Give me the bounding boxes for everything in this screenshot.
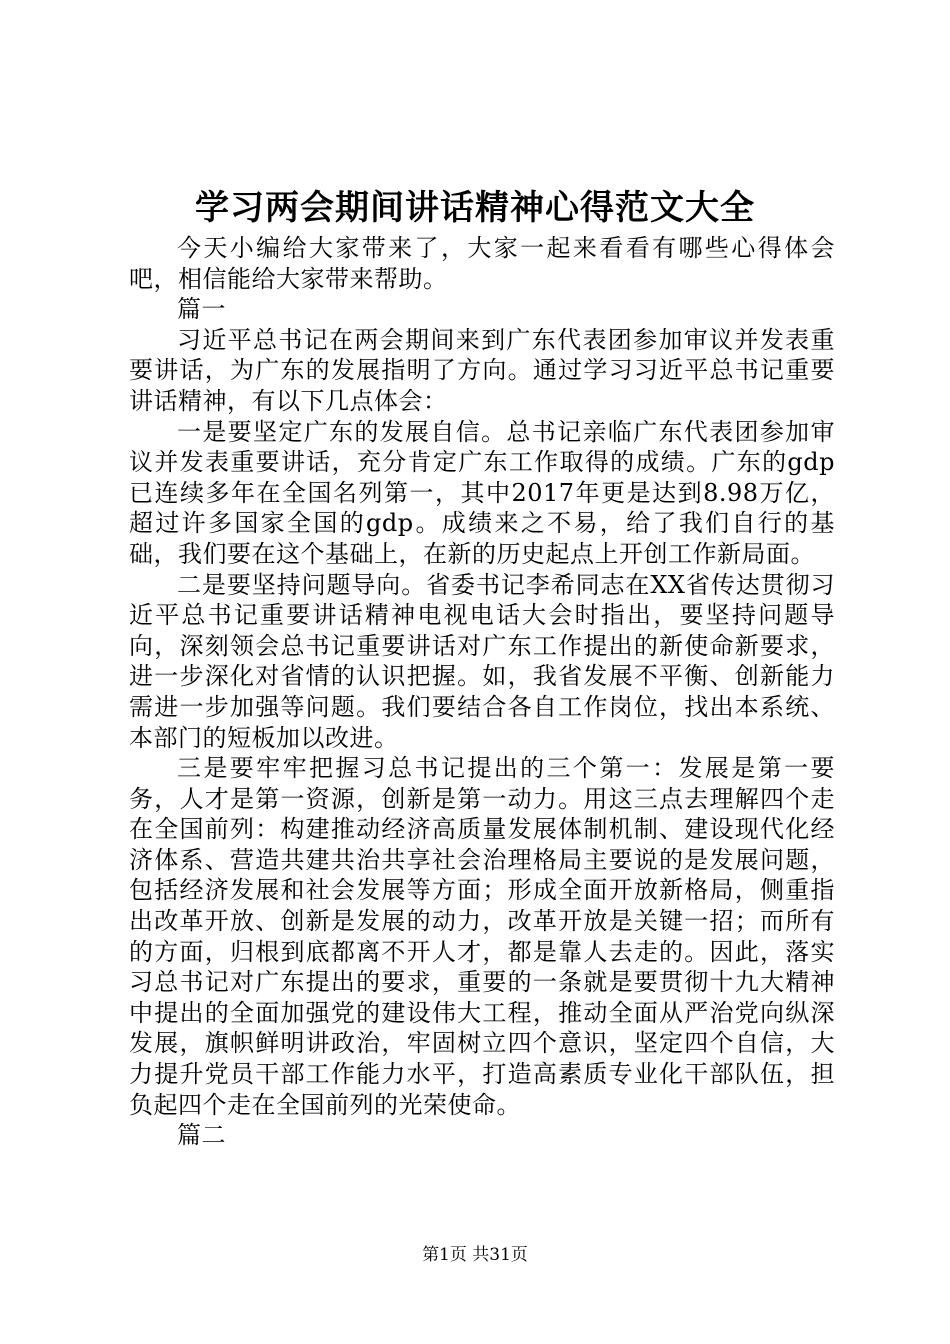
paragraph: 一是要坚定广东的发展自信。总书记亲临广东代表团参加审议并发表重要讲话，充分肯定广东工作取得的成绩。广东的gdp已连续多年在全国名列第一，其中2017年更是达到8.98万亿，超过许多国家全国的gdp。成绩来之不易，给了我们自行的基础，我们要在这个基础上，在新的历史起点上开创工作新局面。 <box>129 417 835 568</box>
document-title: 学习两会期间讲话精神心得范文大全 <box>195 188 755 228</box>
paragraph-intro: 今天小编给大家带来了，大家一起来看看有哪些心得体会吧，相信能给大家带来帮助。 <box>129 234 835 293</box>
paragraph: 三是要牢牢把握习总书记提出的三个第一：发展是第一要务，人才是第一资源，创新是第一动力。用这三点去理解四个走在全国前列：构建推动经济高质量发展体制机制、建设现代化经济体系、营造共建共治共享社会治理格局主要说的是发展问题，包括经济发展和社会发展等方面；形成全面开放新格局，侧重指出改革开放、创新是发展的动力，改革开放是关键一招；而所有的方面，归根到底都离不开人才，都是靠人去走的。因此，落实习总书记对广东提出的要求，重要的一条就是要贯彻十九大精神中提出的全面加强党的建设伟大工程，推动全面从严治党向纵深发展，旗帜鲜明讲政治，牢固树立四个意识，坚定四个自信，大力提升党员干部工作能力水平，打造高素质专业化干部队伍，担负起四个走在全国前列的光荣使命。 <box>129 754 835 1119</box>
document-body <box>129 233 835 1151</box>
page-footer: 第1页 共31页 <box>422 1245 528 1265</box>
paragraph: 二是要坚持问题导向。省委书记李希同志在XX省传达贯彻习近平总书记重要讲话精神电视电话大会时指出，要坚持问题导向，深刻领会总书记重要讲话对广东工作提出的新使命新要求，进一步深化对省情的认识把握。如，我省发展不平衡、创新能力需进一步加强等问题。我们要结合各自工作岗位，找出本系统、本部门的短板加以改进。 <box>129 570 835 752</box>
section-heading-2: 篇二 <box>177 1121 226 1150</box>
section-heading-1: 篇一 <box>177 295 226 324</box>
paragraph: 习近平总书记在两会期间来到广东代表团参加审议并发表重要讲话，为广东的发展指明了方向。通过学习习近平总书记重要讲话精神，有以下几点体会： <box>129 325 835 415</box>
